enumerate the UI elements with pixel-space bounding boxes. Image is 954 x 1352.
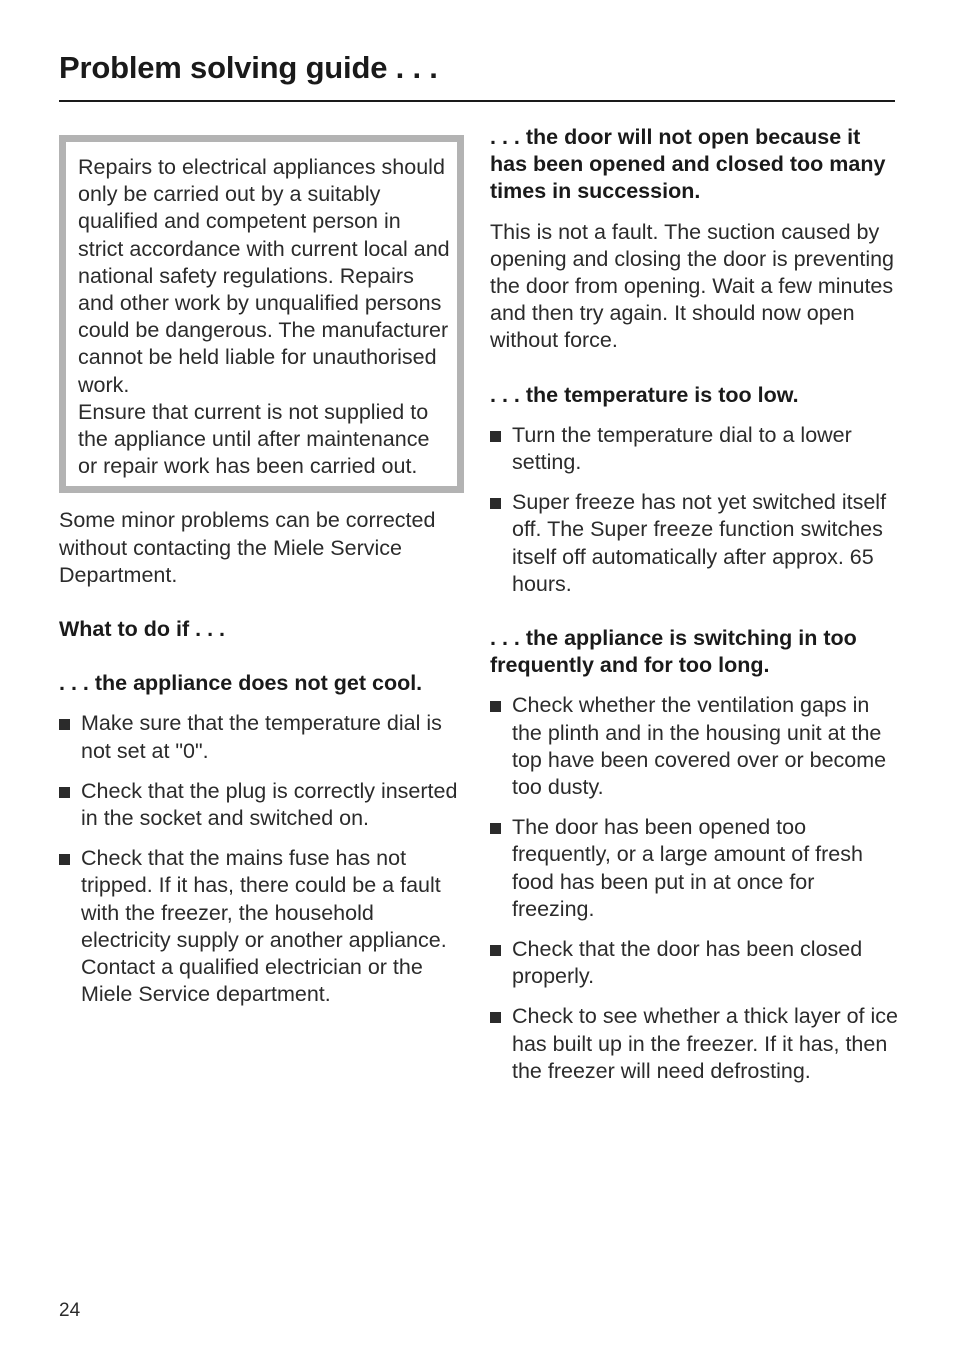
list-item: [490, 1003, 900, 1085]
intro-text: Some minor problems can be corrected without contacting the Miele Service Department.: [59, 508, 436, 587]
square-bullet-icon: [490, 498, 501, 509]
warning-text-2: Ensure that current is not supplied to the appliance until after maintenance or repair work has been carried out.: [78, 399, 430, 479]
section-heading-temp-low: . . . the temperature is too low.: [490, 382, 799, 407]
list-item: [490, 814, 900, 923]
list-item-text: Check that the door has been closed properly.: [512, 937, 863, 989]
list-item: [490, 422, 900, 476]
list-item-text: Check whether the ventilation gaps in the plinth and in the housing unit at the top have been covered over or become too dusty.: [512, 693, 887, 800]
section-heading-not-cool: . . . the appliance does not get cool.: [59, 671, 423, 696]
list-item-extra-text: Contact a qualified electrician or the Miele Service department.: [81, 955, 423, 1007]
square-bullet-icon: [59, 854, 70, 865]
list-item: [490, 936, 900, 990]
square-bullet-icon: [490, 431, 501, 442]
square-bullet-icon: [490, 945, 501, 956]
bullet-list-temp-low: [490, 422, 900, 598]
square-bullet-icon: [490, 1012, 501, 1023]
warning-text-1: Repairs to electrical appliances should only be carried out by a suitably qualified and competent person in strict accordance with current local and national safety regulations. Repairs and other work by unqualified persons could be dangerous. The manufacturer cannot be held liable for unauthorised work.: [78, 155, 450, 397]
bullet-list-switching: [490, 692, 900, 1085]
square-bullet-icon: [59, 787, 70, 798]
square-bullet-icon: [490, 701, 501, 712]
what-to-do-heading: What to do if . . .: [59, 617, 225, 642]
list-item-text: Make sure that the temperature dial is not set at "0".: [81, 711, 442, 763]
list-item: [59, 778, 469, 832]
list-item-text: Turn the temperature dial to a lower setting.: [512, 422, 852, 475]
list-item: [490, 692, 900, 801]
square-bullet-icon: [59, 719, 70, 730]
page-number: 24: [59, 1300, 81, 1321]
page-title: Problem solving guide . . .: [59, 50, 438, 85]
right-column: [490, 124, 900, 1085]
list-item-text: Check that the mains fuse has not tripped. If it has, there could be a fault with the freezer, the household electricity supply or another appliance.: [81, 846, 447, 952]
list-item-text: Super freeze has not yet switched itself off. The Super freeze function switches itself off automatically after approx. 65 hours.: [512, 490, 887, 596]
safety-warning-box: [59, 135, 464, 493]
list-item: [490, 489, 900, 598]
list-item-text: Check to see whether a thick layer of ice has built up in the freezer. If it has, then the freezer will need defrosting.: [512, 1004, 898, 1083]
list-item: [59, 845, 469, 1008]
door-explanation-text: This is not a fault. The suction caused by opening and closing the door is preventing the door from opening. Wait a few minutes and then try again. It should now open without force.: [490, 219, 895, 353]
bullet-list-not-cool: [59, 710, 469, 1008]
section-heading-switching: . . . the appliance is switching in too frequently and for too long.: [490, 626, 857, 678]
title-divider: [59, 100, 895, 102]
square-bullet-icon: [490, 823, 501, 834]
section-heading-door: . . . the door will not open because it has been opened and closed too many times in succession.: [490, 125, 886, 204]
left-column: [59, 135, 469, 1008]
list-item: [59, 710, 469, 764]
list-item-text: The door has been opened too frequently, or a large amount of fresh food has been put in at once for freezing.: [512, 815, 863, 921]
list-item-text: Check that the plug is correctly inserted in the socket and switched on.: [81, 778, 458, 831]
